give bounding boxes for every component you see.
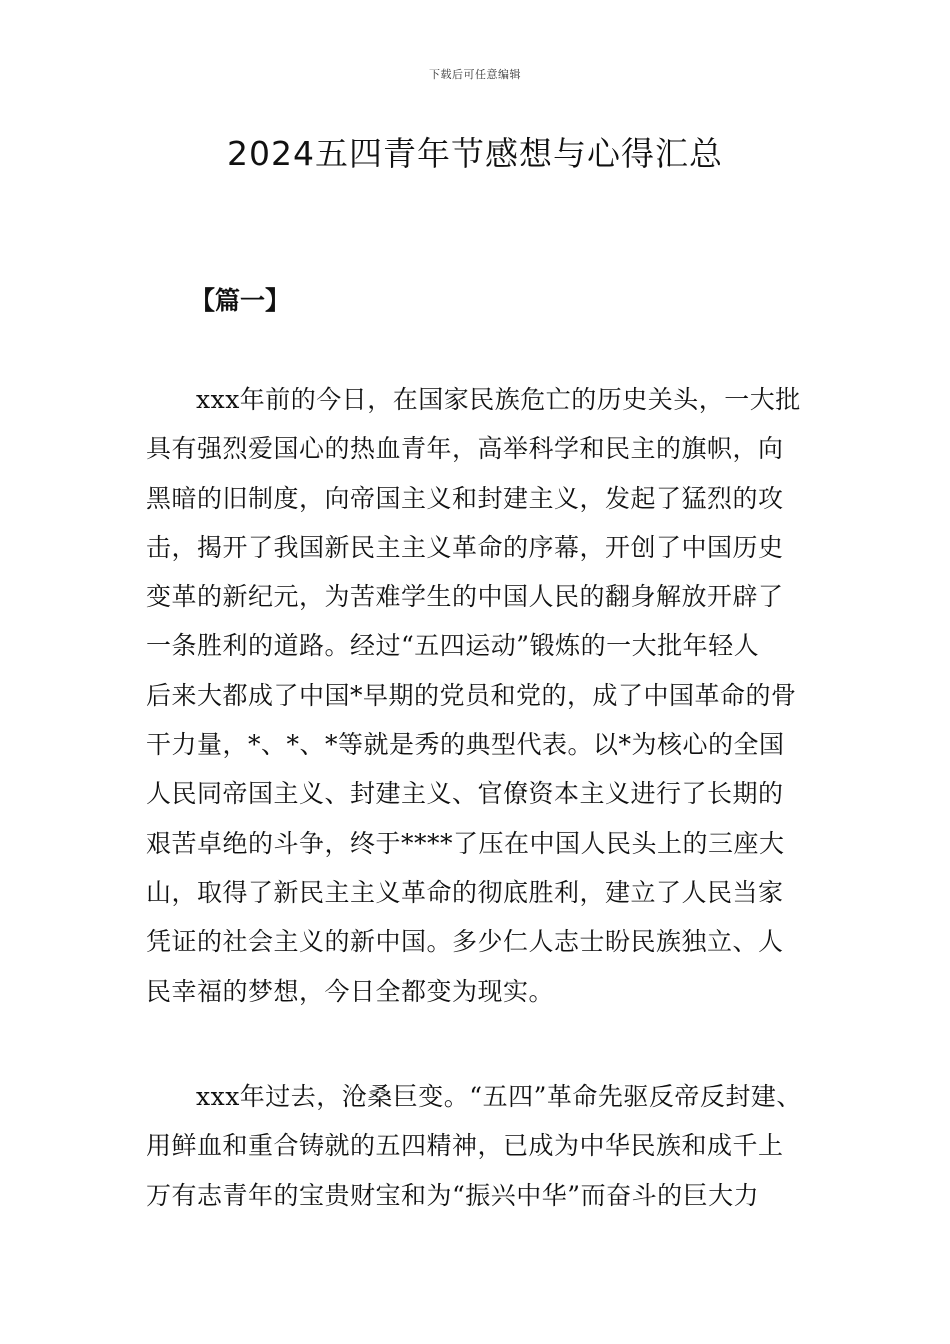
section-label: 【篇一】 [190,286,291,315]
paragraph-line: 万有志青年的宝贵财宝和为“振兴中华”而奋斗的巨大力 [146,1180,760,1210]
paragraph-line: 凭证的社会主义的新中国。多少仁人志士盼民族独立、人 [146,927,784,957]
paragraph-line: xxx年过去，沧桑巨变。“五四”革命先驱反帝反封建、 [196,1082,802,1111]
paragraph-line: xxx年前的今日，在国家民族危亡的历史关头，一大批 [196,385,801,414]
paragraph-line: 民幸福的梦想，今日全都变为现实。 [146,976,555,1006]
paragraph-line: 击，揭开了我国新民主主义革命的序幕，开创了中国历史 [146,532,784,562]
paragraph-line: 干力量，*、*、*等就是秀的典型代表。以*为核心的全国 [146,730,785,760]
paragraph-1 [146,375,821,1016]
paragraph-line: 变革的新纪元，为苦难学生的中国人民的翻身解放开辟了 [146,582,784,612]
paragraph-line: 黑暗的旧制度，向帝国主义和封建主义，发起了猛烈的攻 [146,483,784,513]
header-note: 下载后可任意编辑 [429,68,521,81]
paragraph-line: 具有强烈爱国心的热血青年，高举科学和民主的旗帜，向 [146,434,784,464]
paragraph-line: 用鲜血和重合铸就的五四精神，已成为中华民族和成千上 [146,1131,784,1161]
document-title: 2024五四青年节感想与心得汇总 [227,134,723,173]
paragraph-line: 一条胜利的道路。经过“五四运动”锻炼的一大批年轻人 [146,631,760,661]
paragraph-2 [146,1072,821,1220]
paragraph-line: 艰苦卓绝的斗争，终于****了压在中国人民头上的三座大 [146,828,785,858]
paragraph-line: 人民同帝国主义、封建主义、官僚资本主义进行了长期的 [146,779,784,809]
paragraph-line: 山，取得了新民主主义革命的彻底胜利，建立了人民当家 [146,877,784,907]
paragraph-line: 后来大都成了中国*早期的党员和党的，成了中国革命的骨 [146,680,797,710]
